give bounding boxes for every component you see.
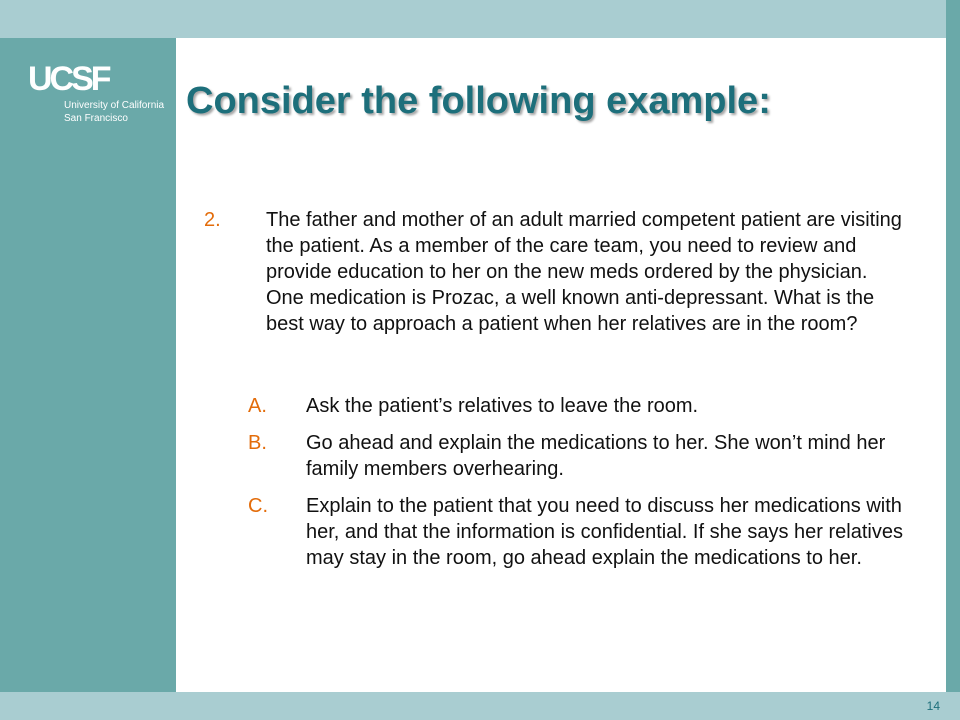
right-strip	[946, 0, 960, 720]
top-band	[0, 0, 960, 38]
logo-line-city: San Francisco	[64, 113, 128, 124]
option-b-text: Go ahead and explain the medications to her. She won’t mind her family members overhearing.	[306, 432, 886, 480]
option-c-text: Explain to the patient that you need to discuss her medications with her, and that the information is confidential. If she says her relatives may stay in the room, go ahead explain the medications to her.	[306, 495, 903, 569]
bottom-band	[0, 692, 960, 720]
question-number: 2.	[204, 209, 221, 231]
option-b-letter: B.	[248, 432, 267, 454]
ucsf-logo	[28, 62, 168, 132]
content-area	[176, 38, 946, 692]
page-number: 14	[926, 699, 940, 713]
option-c-letter: C.	[248, 495, 268, 517]
option-a-letter: A.	[248, 395, 267, 417]
logo-line-university: University of California	[64, 100, 165, 111]
question-text: The father and mother of an adult married competent patient are visiting the patient. As a member of the care team, you need to review and provide education to her on the new meds ordered by the physician. One medication is Prozac, a well known anti-depressant. What is the best way to approach a patient when her relatives are in the room?	[266, 209, 902, 335]
option-a-text: Ask the patient’s relatives to leave the room.	[306, 395, 699, 417]
slide-title: Consider the following example:	[186, 80, 771, 122]
logo-mark: UCSF	[28, 60, 109, 98]
left-panel	[0, 38, 176, 692]
